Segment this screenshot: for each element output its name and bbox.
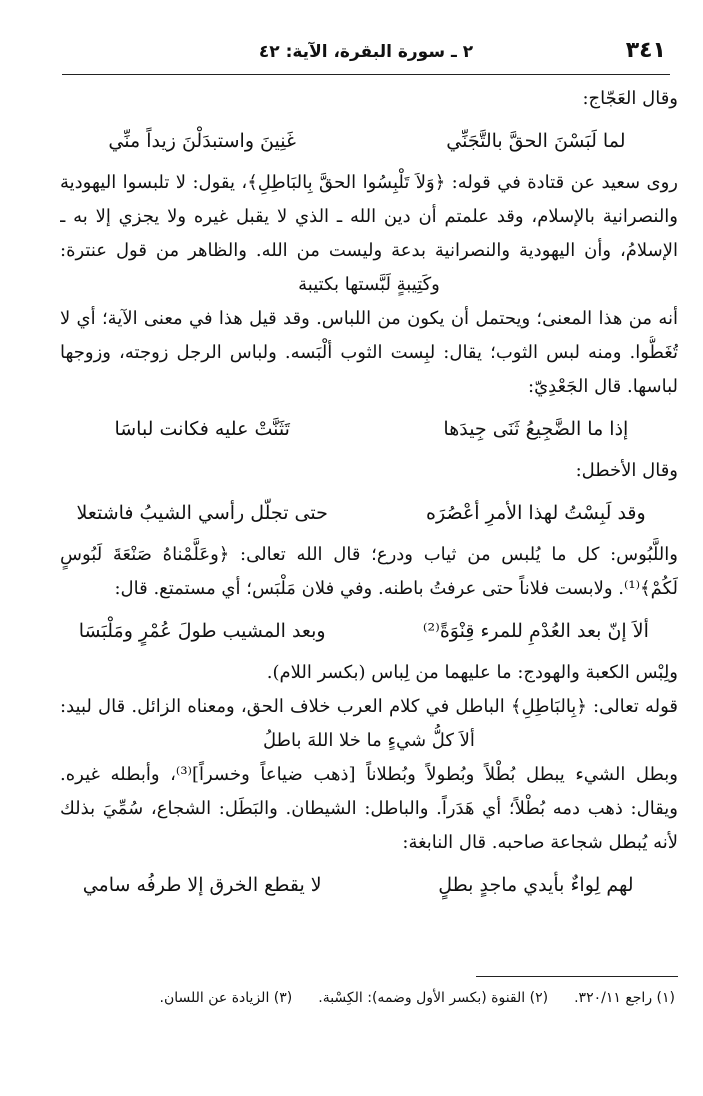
verse-first-hemistich: ألاَ إنّ بعد العُدْمِ للمرء قِنْوَةً⁽²⁾	[422, 620, 649, 642]
verse-line: ألاَ كلُّ شيءٍ ما خلا اللهَ باطلُ	[263, 730, 475, 751]
footnote-divider	[476, 976, 678, 977]
text-line: ولِبْس الكعبة والهودج: ما عليهما من لِباس (بكسر اللام).	[266, 662, 678, 683]
text-line: ويقال: ذهب دمه بُطْلاً؛ أي هَدَراً. والباطل: الشيطان. والبَطَل: الشجاع، سُمِّيَ بذلك	[60, 798, 678, 819]
text-line: قوله تعالى: ﴿بِالبَاطِلِ﴾ الباطل في كلام العرب خلاف الحق، ومعناه الزائل. قال لبيد:	[60, 696, 678, 717]
footnotes	[55, 986, 675, 1010]
text-line: تُغَطُّوا. ومنه لبس الثوب؛ يقال: لبِست الثوب ألْبَسه. ولباس الرجل زوجته، وزوجها	[60, 342, 678, 363]
verse-line	[60, 606, 678, 656]
verse-second-hemistich: وبعد المشيب طولَ عُمْرٍ ومَلْبَسَا	[78, 620, 326, 642]
verse-first-hemistich: إذا ما الضَّجِيعُ ثَنَى جِيدَها	[443, 418, 629, 440]
text-line: روى سعيد عن قتادة في قوله: ﴿وَلاَ تَلْبِسُوا الحقَّ بِالبَاطِلِ﴾، يقول: لا تلبسوا اليهودية	[60, 172, 678, 193]
verse-line	[60, 860, 678, 910]
text-line: لأنه يُبطل شجاعة صاحبه. قال النابغة:	[402, 832, 678, 853]
footnote-1: (١) راجع ٣٢٠/١١.	[574, 990, 675, 1006]
verse-first-hemistich: وقد لَبِسْتُ لهذا الأمرِ أعْصُرَه	[426, 502, 646, 524]
text-line: وبطل الشيء يبطل بُطْلاً وبُطولاً وبُطلاناً [ذهب ضياعاً وخسراً]⁽³⁾، وأبطله غيره.	[60, 764, 678, 785]
verse-first-hemistich: لهم لِواءٌ بأيدي ماجدٍ بطلٍ	[438, 874, 634, 896]
verse-line: وكَتِيبةٍ لَبَّستها بكتيبة	[298, 274, 440, 295]
page-body	[60, 82, 678, 910]
page-number: ٣٤١	[625, 38, 666, 63]
running-title: ٢ ـ سورة البقرة، الآية: ٤٢	[258, 42, 474, 62]
verse-line	[60, 404, 678, 454]
text-line: وقال الأخطل:	[575, 460, 678, 481]
footnote-2: (٢) القنوة (بكسر الأول وضمه): الكِسْبة.	[318, 990, 549, 1006]
text-line: واللَّبُوس: كل ما يُلبس من ثياب ودرع؛ قال الله تعالى: ﴿وعَلَّمْناهُ صَنْعَةَ لَبُوسٍ	[60, 544, 678, 565]
verse-second-hemistich: لا يقطع الخرق إلا طرفُه سامي	[82, 874, 322, 896]
verse-second-hemistich: تَثَنَّتْ عليه فكانت لباسَا	[114, 418, 290, 440]
text-line: والنصرانية بالإسلام، وقد علمتم أن دين الله ـ الذي لا يقبل غيره ولا يجزي إلا به ـ	[60, 206, 678, 227]
text-line: لَكُمْ﴾⁽¹⁾. ولابست فلاناً حتى عرفتُ باطنه. وفي فلان مَلْبَس؛ أي مستمتع. قال:	[114, 578, 678, 599]
text-line: الإسلامُ، وأن اليهودية والنصرانية بدعة وليست من الله. والظاهر من قول عنترة:	[60, 240, 678, 261]
verse-line	[60, 116, 678, 166]
text-line: لباسها. قال الجَعْدِيّ:	[528, 376, 678, 397]
verse-line	[60, 488, 678, 538]
verse-first-hemistich: لما لَبَسْنَ الحقَّ بالتَّجَنِّي	[446, 130, 626, 152]
verse-second-hemistich: غَنِينَ واستبدَلْنَ زيداً منِّي	[108, 130, 296, 152]
text-line: أنه من هذا المعنى؛ ويحتمل أن يكون من اللباس. وقد قيل هذا في معنى الآية؛ أي لا	[60, 308, 678, 329]
text-line: وقال العَجّاج:	[582, 88, 678, 109]
footnote-3: (٣) الزيادة عن اللسان.	[159, 990, 293, 1006]
verse-second-hemistich: حتى تجلّل رأسي الشيبُ فاشتعلا	[76, 502, 328, 524]
page-header	[62, 30, 670, 75]
